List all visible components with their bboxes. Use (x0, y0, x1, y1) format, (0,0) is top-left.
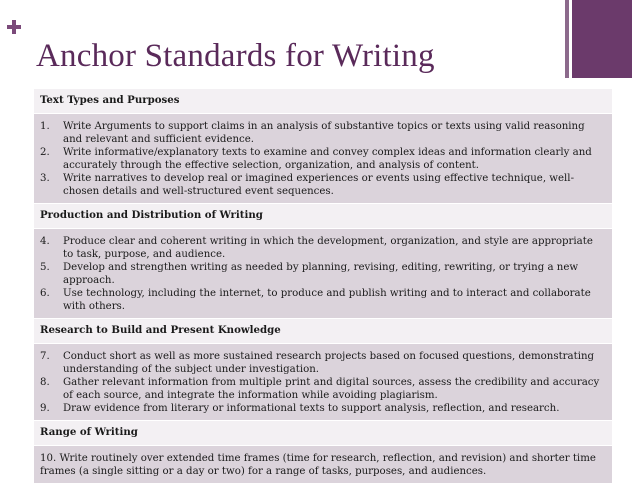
item-number: 2. (40, 147, 50, 158)
section-header: Range of Writing (34, 421, 612, 446)
item-text: Write informative/explanatory texts to examine and convey complex ideas and information clearly and accurately through the effective selection, organization, and analysis of content. (63, 147, 592, 171)
section-header: Research to Build and Present Knowledge (34, 319, 612, 344)
item-text: Write routinely over extended time frames (time for research, reflection, and revision) and shorter time frames (a single sitting or a day or two) for a range of tasks, purposes, and audiences. (40, 453, 596, 477)
standards-table (34, 89, 612, 484)
list-item (40, 452, 606, 478)
accent-bar-wide (572, 0, 632, 78)
list-item (40, 402, 606, 415)
list-item (40, 235, 606, 261)
list-item (40, 120, 606, 146)
section-items (34, 229, 612, 319)
item-text: Develop and strengthen writing as needed by planning, revising, editing, rewriting, or trying a new approach. (63, 262, 579, 286)
item-text: Produce clear and coherent writing in which the development, organization, and style are appropriate to task, purpose, and audience. (63, 236, 593, 260)
section-items (34, 114, 612, 204)
list-item (40, 261, 606, 287)
list-item (40, 146, 606, 172)
item-number: 6. (40, 288, 50, 299)
item-number: 7. (40, 351, 50, 362)
section-header: Production and Distribution of Writing (34, 204, 612, 229)
section-items (34, 446, 612, 484)
plus-icon (7, 20, 21, 34)
item-number: 1. (40, 121, 50, 132)
item-number: 8. (40, 377, 50, 388)
item-number: 5. (40, 262, 50, 273)
slide-title: Anchor Standards for Writing (36, 38, 435, 74)
item-text: Conduct short as well as more sustained research projects based on focused questions, demonstrating understanding of the subject under investigation. (63, 351, 595, 375)
item-number: 10. (40, 453, 57, 464)
item-text: Draw evidence from literary or informational texts to support analysis, reflection, and research. (63, 403, 560, 414)
item-number: 9. (40, 403, 50, 414)
accent-bar-thin (565, 0, 569, 78)
item-text: Write Arguments to support claims in an analysis of substantive topics or texts using valid reasoning and relevant and sufficient evidence. (63, 121, 585, 145)
list-item (40, 376, 606, 402)
section-items (34, 344, 612, 421)
list-item (40, 172, 606, 198)
item-number: 3. (40, 173, 50, 184)
list-item (40, 287, 606, 313)
section-header: Text Types and Purposes (34, 89, 612, 114)
item-text: Use technology, including the internet, to produce and publish writing and to interact and collaborate with others. (63, 288, 591, 312)
item-text: Gather relevant information from multiple print and digital sources, assess the credibility and accuracy of each source, and integrate the information while avoiding plagiarism. (63, 377, 600, 401)
item-number: 4. (40, 236, 50, 247)
list-item (40, 350, 606, 376)
item-text: Write narratives to develop real or imagined experiences or events using effective technique, well-chosen details and well-structured event sequences. (63, 173, 575, 197)
